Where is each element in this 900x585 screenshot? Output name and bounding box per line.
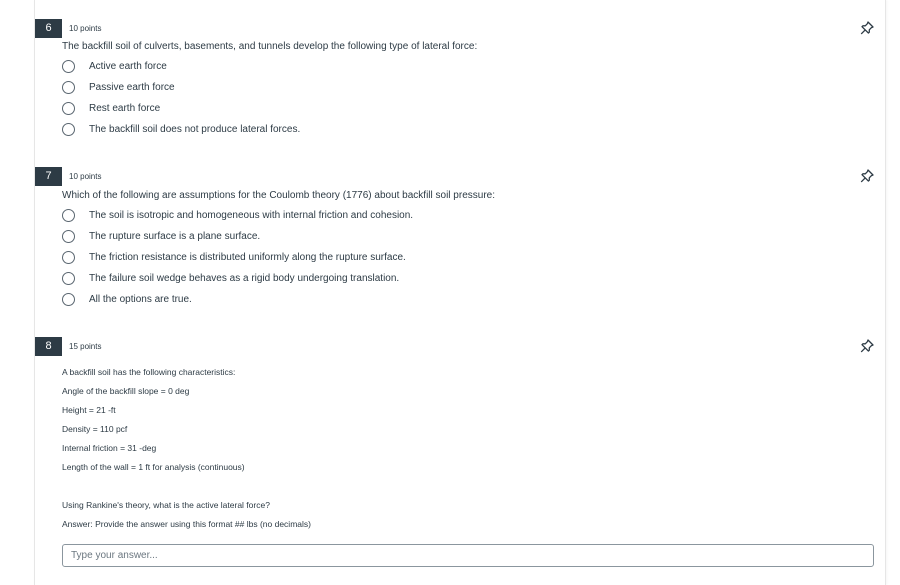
option-label: The failure soil wedge behaves as a rigid body undergoing translation. — [89, 273, 400, 284]
question-text-line: Angle of the backfill slope = 0 deg — [62, 386, 190, 396]
option-label: All the options are true. — [89, 294, 192, 305]
question-prompt: The backfill soil of culverts, basements, and tunnels develop the following type of lateral force: — [62, 41, 478, 52]
question-points: 10 points — [69, 24, 102, 33]
radio-button[interactable] — [62, 81, 75, 94]
quiz-panel — [34, 0, 886, 585]
question-number: 8 — [35, 337, 62, 356]
option-label: The backfill soil does not produce lateral forces. — [89, 124, 301, 135]
question-points: 10 points — [69, 172, 102, 181]
question-text-line: Height = 21 -ft — [62, 405, 116, 415]
pin-icon[interactable] — [859, 338, 875, 354]
answer-option[interactable] — [62, 102, 562, 118]
radio-button[interactable] — [62, 251, 75, 264]
radio-button[interactable] — [62, 102, 75, 115]
option-label: The rupture surface is a plane surface. — [89, 231, 261, 242]
question-text-line: Answer: Provide the answer using this format ## lbs (no decimals) — [62, 519, 311, 529]
option-label: The friction resistance is distributed uniformly along the rupture surface. — [89, 252, 406, 263]
option-label: Rest earth force — [89, 103, 161, 114]
answer-option[interactable] — [62, 272, 562, 288]
radio-button[interactable] — [62, 60, 75, 73]
answer-option[interactable] — [62, 60, 562, 76]
question-number: 7 — [35, 167, 62, 186]
answer-option[interactable] — [62, 251, 562, 267]
answer-option[interactable] — [62, 123, 562, 139]
question-text-line: A backfill soil has the following characteristics: — [62, 367, 236, 377]
answer-option[interactable] — [62, 81, 562, 97]
answer-option[interactable] — [62, 230, 562, 246]
radio-button[interactable] — [62, 272, 75, 285]
answer-option[interactable] — [62, 209, 562, 225]
radio-button[interactable] — [62, 209, 75, 222]
answer-option[interactable] — [62, 293, 562, 309]
question-number: 6 — [35, 19, 62, 38]
question-text-line: Length of the wall = 1 ft for analysis (continuous) — [62, 462, 245, 472]
pin-icon[interactable] — [859, 20, 875, 36]
radio-button[interactable] — [62, 293, 75, 306]
radio-button[interactable] — [62, 230, 75, 243]
option-label: Active earth force — [89, 61, 167, 72]
question-text-line: Internal friction = 31 -deg — [62, 443, 157, 453]
answer-input[interactable] — [62, 544, 874, 567]
option-label: Passive earth force — [89, 82, 175, 93]
question-points: 15 points — [69, 342, 102, 351]
option-label: The soil is isotropic and homogeneous with internal friction and cohesion. — [89, 210, 414, 221]
pin-icon[interactable] — [859, 168, 875, 184]
question-prompt: Which of the following are assumptions for the Coulomb theory (1776) about backfill soil pressure: — [62, 190, 495, 201]
radio-button[interactable] — [62, 123, 75, 136]
question-text-line: Density = 110 pcf — [62, 424, 128, 434]
question-text-line: Using Rankine's theory, what is the active lateral force? — [62, 500, 270, 510]
